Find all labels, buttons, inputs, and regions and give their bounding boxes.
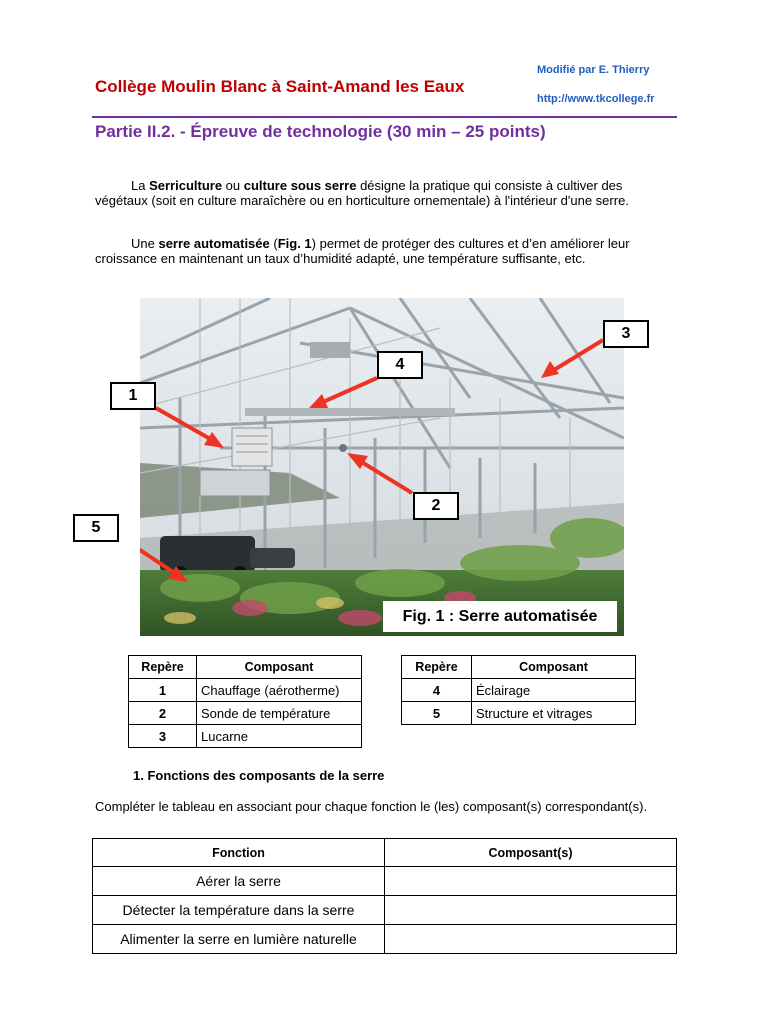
function-cell: Détecter la température dans la serre <box>93 896 385 925</box>
modified-by: Modifié par E. Thierry <box>537 64 650 76</box>
school-name: Collège Moulin Blanc à Saint-Amand les Eaux <box>95 77 465 96</box>
legend-row <box>129 679 362 702</box>
legend-row <box>129 725 362 748</box>
legend-number: 1 <box>129 679 197 702</box>
legend-number: 5 <box>402 702 472 725</box>
section-title: 1. Fonctions des composants de la serre <box>133 768 385 783</box>
legend-component: Lucarne <box>197 725 362 748</box>
website-link[interactable]: http://www.tkcollege.fr <box>537 93 655 105</box>
marker-3: 3 <box>603 320 649 348</box>
marker-2: 2 <box>413 492 459 520</box>
function-table <box>92 838 677 954</box>
table-row <box>93 896 677 925</box>
legend-number: 2 <box>129 702 197 725</box>
legend-component: Éclairage <box>472 679 636 702</box>
legend-row <box>402 679 636 702</box>
legend-component: Structure et vitrages <box>472 702 636 725</box>
table-row <box>93 925 677 954</box>
table-row <box>93 867 677 896</box>
function-cell: Alimenter la serre en lumière naturelle <box>93 925 385 954</box>
marker-4: 4 <box>377 351 423 379</box>
header-divider <box>92 116 677 118</box>
legend-table-left <box>128 655 362 748</box>
legend-header-repere: Repère <box>402 656 472 679</box>
marker-5: 5 <box>73 514 119 542</box>
legend-number: 3 <box>129 725 197 748</box>
instruction-text: Compléter le tableau en associant pour chaque fonction le (les) composant(s) correspondant(s). <box>95 799 648 814</box>
function-cell: Aérer la serre <box>93 867 385 896</box>
answer-cell[interactable] <box>385 925 677 954</box>
intro-paragraph-1: La Serriculture ou culture sous serre désigne la pratique qui consiste à cultiver des végétaux (soit en culture maraîchère ou en horticulture ornementale) à l'intérieur d'une serre. <box>95 178 629 208</box>
answer-cell[interactable] <box>385 867 677 896</box>
legend-number: 4 <box>402 679 472 702</box>
legend-component: Sonde de température <box>197 702 362 725</box>
legend-header-repere: Repère <box>129 656 197 679</box>
greenhouse-photo <box>140 298 624 636</box>
legend-table-right <box>401 655 636 725</box>
legend-component: Chauffage (aérotherme) <box>197 679 362 702</box>
legend-header-composant: Composant <box>197 656 362 679</box>
answer-cell[interactable] <box>385 896 677 925</box>
figure-caption: Fig. 1 : Serre automatisée <box>383 601 617 632</box>
marker-1: 1 <box>110 382 156 410</box>
legend-row <box>402 702 636 725</box>
part-title: Partie II.2. - Épreuve de technologie (30 min – 25 points) <box>95 122 546 141</box>
legend-header-composant: Composant <box>472 656 636 679</box>
intro-paragraph-2: Une serre automatisée (Fig. 1) permet de protéger des cultures et d’en améliorer leur croissance en maintenant un taux d’humidité adapté, une température suffisante, etc. <box>95 236 630 266</box>
function-header: Fonction <box>93 839 385 867</box>
components-header: Composant(s) <box>385 839 677 867</box>
legend-row <box>129 702 362 725</box>
